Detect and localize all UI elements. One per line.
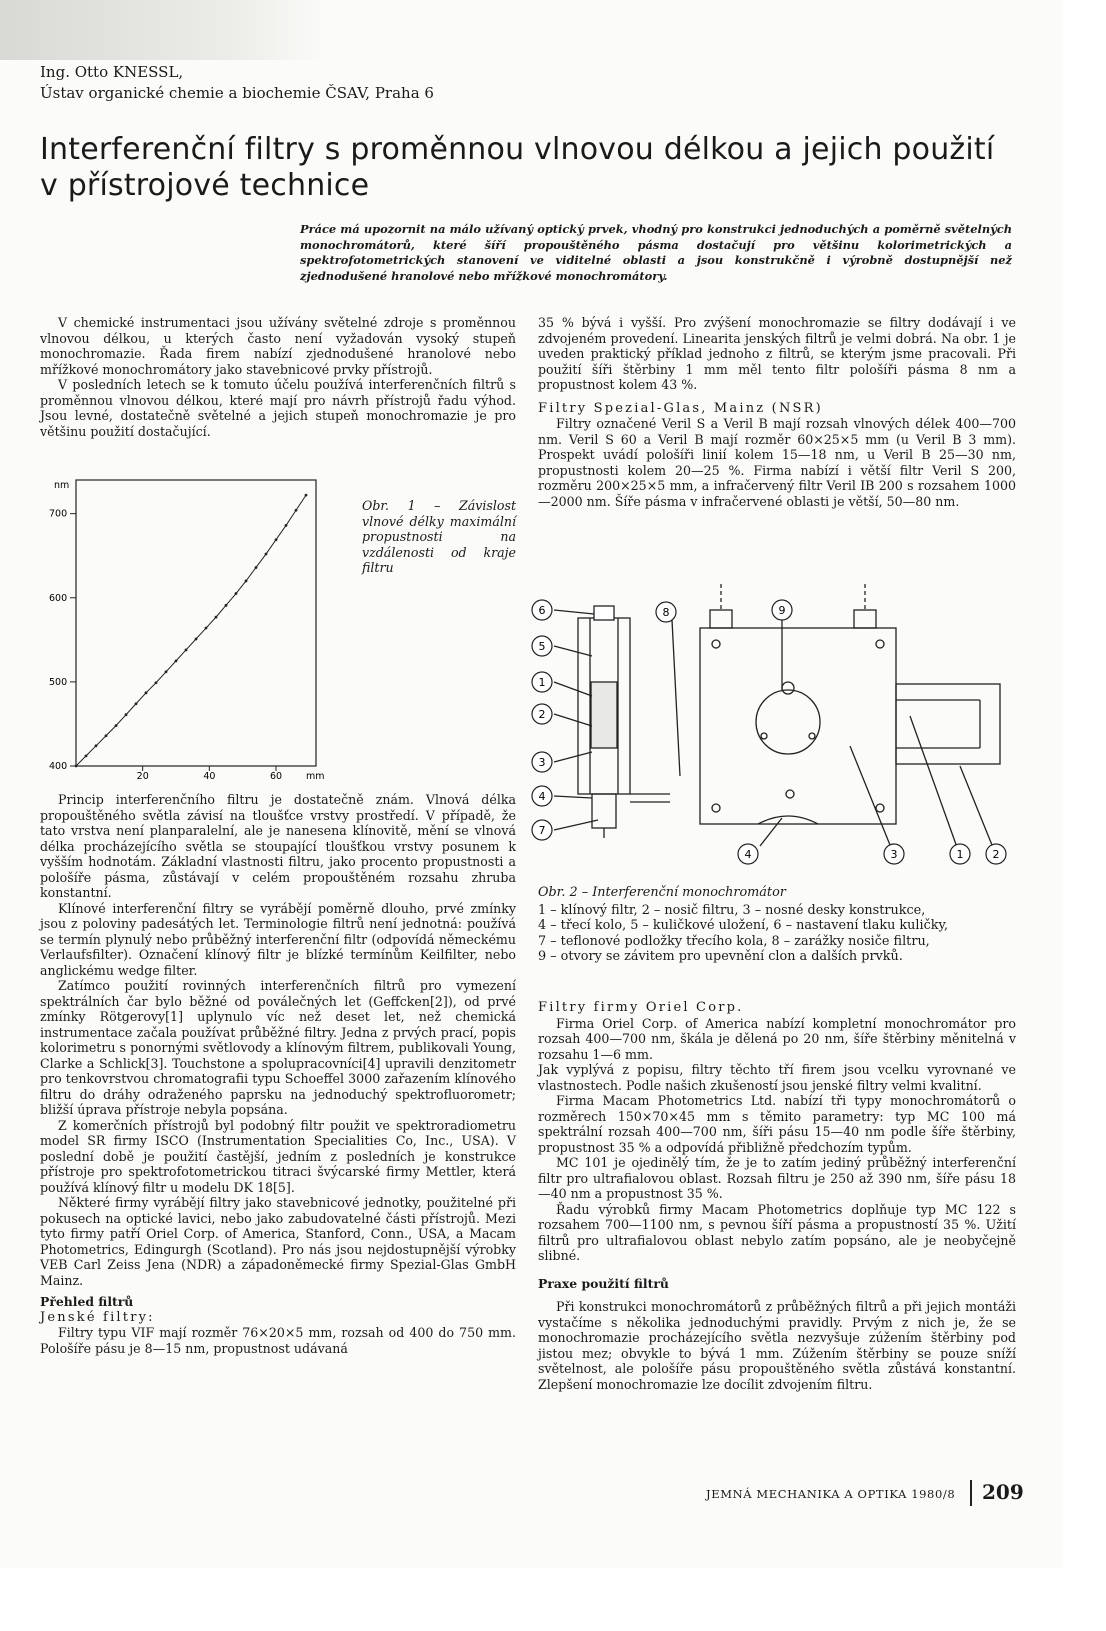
x-tick-label: 60: [270, 771, 283, 782]
author-name: Ing. Otto KNESSL,: [40, 63, 184, 81]
x-tick-label: 40: [203, 771, 216, 782]
scan-smudge: [0, 0, 330, 60]
part-number-label: 2: [992, 848, 1000, 861]
right-paragraph-6: MC 101 je ojedinělý tím, že je to zatím jediný průběžný interferenční filtr pro ultrafialovou oblast. Rozsah filtru je 250 až 390 nm, šíře pásu 18—40 nm a propustnost 35 %.: [538, 1155, 1016, 1201]
part-number-label: 8: [662, 606, 670, 619]
data-point: [305, 494, 308, 497]
journal-footer: JEMNÁ MECHANIKA A OPTIKA 1980/8: [706, 1487, 956, 1501]
data-point: [165, 670, 168, 673]
data-point: [255, 566, 258, 569]
front-plate: [700, 628, 896, 824]
data-point: [105, 734, 108, 737]
right-paragraph-5: Firma Macam Photometrics Ltd. nabízí tři typy monochromátorů o rozměrech 150×70×45 mm s těmito parametry: typ MC 100 má spektrální rozsah 400—700 nm, šíři pásu 15—40 nm podle šíře štěrbiny, propustnost 35 % a odpovídá přibližně předchozím typům.: [538, 1093, 1016, 1155]
left-paragraph-2: Klínové interferenční filtry se vyrábějí poměrně dlouho, prvé zmínky jsou z poloviny padesátých let. Terminologie filtrů není jednotná: používá se termín plynulý nebo průběžný interferenční filtr (odpovídá německému Verlaufsfilter). Označení klínový filtr je blízké termínům Keilfilter, nebo anglickému wedge filter.: [40, 900, 516, 978]
data-point: [265, 553, 268, 556]
part-number-label: 4: [744, 848, 752, 861]
section-heading-filters: Přehled filtrů: [40, 1294, 134, 1309]
article-title: [40, 132, 1040, 204]
data-point: [205, 627, 208, 630]
wedge-filter-section: [591, 682, 617, 748]
data-point: [145, 691, 148, 694]
data-point: [235, 592, 238, 595]
figure-2-caption-title: Obr. 2 – Interferenční monochromátor: [538, 885, 786, 900]
right-paragraph-2: Filtry označené Veril S a Veril B mají rozsah vlnových délek 400—700 nm. Veril S 60 a Veril B mají rozměr 60×25×5 mm (u Veril B 3 mm). Prospekt uvádí pološíři linií kolem 15—18 nm, u Veril B 25—30 nm, propustnosti kolem 20—25 %. Firma nabízí i větší filtr Veril S 200, rozměru 200×25×5 mm, a infračervený filtr Veril IB 200 s rozsahem 1000—2000 nm. Šíře pásma v infračervené oblasti je větší, 50—80 nm.: [538, 416, 1016, 509]
data-series-line: [76, 495, 306, 766]
data-point: [195, 638, 198, 641]
part-number-label: 7: [538, 824, 546, 837]
central-aperture: [756, 690, 820, 754]
data-point: [295, 509, 298, 512]
figure-2-drawing: [520, 576, 1020, 872]
caption-line-4: 9 – otvory se závitem pro upevnění clon a dalších prvků.: [538, 949, 903, 965]
plot-frame: [76, 480, 316, 766]
subheading-oriel: Filtry firmy Oriel Corp.: [538, 1000, 744, 1015]
x-tick-label: 20: [136, 771, 149, 782]
data-point: [175, 659, 178, 662]
left-paragraph-6: Filtry typu VIF mají rozměr 76×20×5 mm, rozsah od 400 do 750 mm. Pološíře pásu je 8—15 nm, propustnost udávaná: [40, 1325, 516, 1356]
data-point: [75, 765, 78, 768]
filter-carrier-slide: [896, 684, 1000, 764]
title-line-1: Interferenční filtry s proměnnou vlnovou délkou a jejich použití: [40, 132, 995, 167]
data-point: [135, 702, 138, 705]
title-line-2: v přístrojové technice: [40, 168, 370, 203]
abstract: Práce má upozornit na málo užívaný optický prvek, vhodný pro konstrukci jednoduchých a poměrně světelných monochromátorů, které šíří propouštěného pásma dostačují pro většinu kolorimetrických a spektrofotometrických stanovení ve viditelné oblasti a jsou konstrukčně i výrobně dostupnější než zjednodušené hranolové nebo mřížkové monochromátory.: [300, 222, 1012, 283]
section-heading-practice: Praxe použití filtrů: [538, 1275, 669, 1291]
data-point: [115, 724, 118, 727]
data-point: [125, 713, 128, 716]
data-point: [95, 744, 98, 747]
author-block: [40, 62, 434, 104]
data-point: [285, 524, 288, 527]
left-column: [40, 792, 516, 1356]
part-number-label: 5: [538, 640, 546, 653]
y-tick-label: 400: [49, 761, 68, 772]
right-paragraph-8: Při konstrukci monochromátorů z průběžných filtrů a při jejich montáži vystačíme s několika jednoduchými pravidly. Prvým z nich je, že se monochromazie procházejícího světla nezvyšuje zúžením štěrbiny pod jistou mez; obvykle to bývá 1 mm. Zúžením štěrbiny se pouze sníží světelnost, ale pološíře pásu propouštěného světla zůstává konstantní. Zlepšení monochromazie lze docílit zdvojením filtru.: [538, 1299, 1016, 1392]
figure-1-caption: Obr. 1 – Závislost vlnové délky maximální propustnosti na vzdálenosti od kraje filtru: [362, 498, 516, 576]
friction-wheel: [758, 816, 818, 824]
right-paragraph-7: Řadu výrobků firmy Macam Photometrics doplňuje typ MC 122 s rozsahem 700—1100 nm, s pevnou šíří pásma a propustností 35 %. Užití filtrů pro ultrafialovou oblast nebylo zatím popsáno, ale je neobyčejně slibné.: [538, 1201, 1016, 1263]
subheading-jena-filters: Jenské filtry:: [40, 1309, 155, 1325]
caption-line-2: 4 – třecí kolo, 5 – kuličkové uložení, 6 – nastavení tlaku kuličky,: [538, 918, 949, 934]
right-column-top: [538, 315, 1016, 509]
intro-paragraph-2: V posledních letech se k tomuto účelu používá interferenčních filtrů s proměnnou vlnovou délkou, které mají pro návrh přístrojů řadu výhod. Jsou levné, dostatečně světelné a jejich stupeň monochromazie je pro většinu použití dostačující.: [40, 377, 516, 439]
part-number-label: 9: [778, 604, 786, 617]
figure-2-caption: [538, 885, 1016, 965]
author-affiliation: Ústav organické chemie a biochemie ČSAV, Praha 6: [40, 84, 434, 102]
y-tick-label: 600: [49, 592, 68, 604]
part-number-label: 1: [956, 848, 964, 861]
part-number-label: 1: [538, 676, 546, 689]
left-paragraph-4: Z komerčních přístrojů byl podobný filtr použit ve spektroradiometru model SR firmy ISCO (Instrumentation Specialities Co, Inc., USA). V poslední době je použití častější, jedním z posledních je konstrukce přístroje pro spektrofotometrickou titraci švýcarské firmy Mettler, která používá klínový filtr u modelu DK 18[5].: [40, 1117, 516, 1195]
page-number: 209: [982, 1480, 1024, 1504]
part-number-label: 3: [538, 756, 546, 769]
right-column-lower: [538, 1000, 1016, 1392]
data-point: [85, 755, 88, 758]
left-paragraph-3: Zatímco použití rovinných interferenčních filtrů pro vymezení spektrálních čar bylo běžné od poválečných let (Geffcken[2]), od prvé zmínky Rötgerovy[1] uplynulo víc než deset let, než chemická instrumentace začala používat průběžné filtry. Jedna z prvých prací, popis kolorimetru s ponornými světlovody a klínovým filtrem, publikovali Young, Clarke a Schlick[3]. Touchstone a spolupracovníci[4] upravili denzitometr pro tenkovrstvou chromatografii typu Schoeffel 3000 zařazením klínového filtru do dráhy odraženého paprsku na jednoduchý spektrofluorometr; bližší úprava přístroje nebyla popsána.: [40, 978, 516, 1117]
part-number-label: 2: [538, 708, 546, 721]
data-point: [275, 538, 278, 541]
left-paragraph-1: Princip interferenčního filtru je dostatečně znám. Vlnová délka propouštěného světla závisí na tloušťce vrstvy prostředí. V případě, že tato vrstva není planparalelní, ale je nanesena klínovitě, mění se vlnová délka procházejícího světla se stoupající tloušťkou vrstvy posunem k vyšším hodnotám. Základní vlastnosti filtru, jako procento propustnosti a pološíře pásma, zůstávají v celém propouštěném rozsahu zhruba konstantní.: [40, 792, 516, 900]
data-point: [185, 649, 188, 652]
data-point: [155, 681, 158, 684]
figure-1-chart: [36, 474, 326, 786]
right-paragraph-4: Jak vyplývá z popisu, filtry těchto tří firem jsou vcelku vyrovnané ve vlastnostech. Podle našich zkušeností jsou jenské filtry velmi kvalitní.: [538, 1062, 1016, 1093]
caption-line-3: 7 – teflonové podložky třecího kola, 8 – zarážky nosiče filtru,: [538, 933, 930, 949]
y-tick-label: 700: [49, 508, 68, 520]
intro-paragraph-1: V chemické instrumentaci jsou užívány světelné zdroje s proměnnou vlnovou délkou, u kterých často není vyžadován vysoký stupeň monochromazie. Řada firem nabízí zjednodušené hranolové nebo mřížkové monochromátory jako stavebnicové prvky přístrojů.: [40, 315, 516, 377]
part-number-label: 6: [538, 604, 546, 617]
intro-text: [40, 315, 516, 439]
y-tick-label: 500: [49, 676, 68, 688]
footer-divider: [970, 1480, 972, 1506]
data-point: [215, 616, 218, 619]
left-paragraph-5: Některé firmy vyrábějí filtry jako stavebnicové jednotky, použitelné při pokusech na optické lavici, nebo jako zabudovatelné části přístrojů. Mezi tyto firmy patří Oriel Corp. of America, Stanford, Conn., USA, a Macam Photometrics, Edingurgh (Scotland). Pro nás jsou nejdostupnější výrobky VEB Carl Zeiss Jena (NDR) a západoněmecké firmy Spezial-Glas GmbH Mainz.: [40, 1195, 516, 1288]
part-number-label: 4: [538, 790, 546, 803]
data-point: [245, 580, 248, 583]
right-paragraph-1: 35 % bývá i vyšší. Pro zvýšení monochromazie se filtry dodávají i ve zdvojeném provedení. Linearita jenských filtrů je velmi dobrá. Na obr. 1 je uveden praktický příklad jednoho z filtrů, se kterým jsme pracovali. Při použití šíři štěrbiny 1 mm měl tento filtr pološíři pásma 8 nm a propustnost kolem 43 %.: [538, 315, 1016, 392]
right-paragraph-3: Firma Oriel Corp. of America nabízí kompletní monochromátor pro rozsah 400—700 nm, škála je dělená po 20 nm, šíře štěrbiny měnitelná v rozsahu 1—6 mm.: [538, 1015, 1016, 1062]
caption-line-1: 1 – klínový filtr, 2 – nosič filtru, 3 – nosné desky konstrukce,: [538, 902, 926, 918]
subheading-spezial-glas: Filtry Spezial-Glas, Mainz (NSR): [538, 400, 823, 416]
x-axis-label: mm: [306, 771, 325, 782]
y-axis-label: nm: [54, 480, 70, 491]
data-point: [225, 604, 228, 607]
part-number-label: 3: [890, 848, 898, 861]
